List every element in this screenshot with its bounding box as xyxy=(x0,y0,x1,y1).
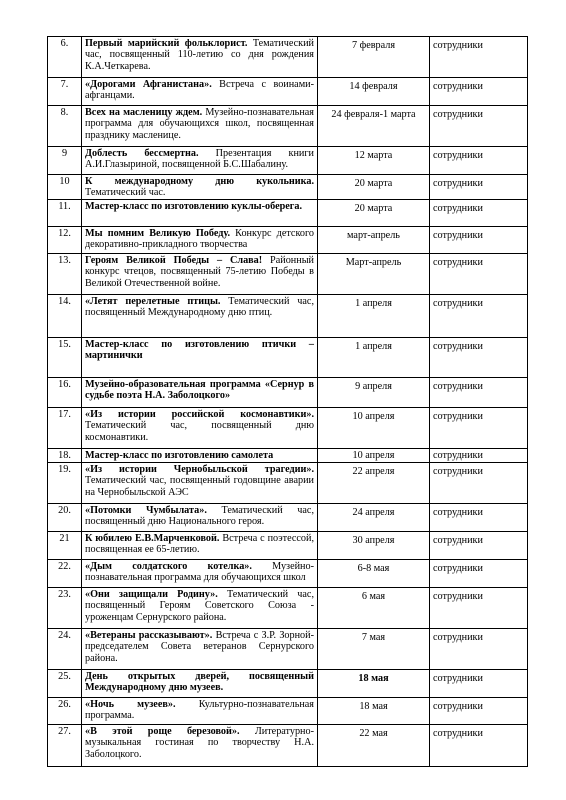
event-details: Тематический час, посвященный годовщине аварии на Чернобыльской АЭС xyxy=(85,475,314,498)
event-description xyxy=(82,532,318,560)
event-responsible: сотрудники xyxy=(430,463,528,504)
event-description xyxy=(82,200,318,227)
event-description xyxy=(82,227,318,254)
event-title: «В этой роще березовой». xyxy=(85,726,240,737)
event-details: Районный конкурс чтецов, посвященный 75-летию Победы в Великой Отечественной войне. xyxy=(85,255,314,289)
row-number: 12. xyxy=(48,227,82,254)
table-row xyxy=(48,106,528,147)
event-description xyxy=(82,338,318,378)
row-number: 7. xyxy=(48,78,82,106)
event-description xyxy=(82,504,318,532)
event-date: март-апрель xyxy=(318,227,430,254)
row-number: 16. xyxy=(48,378,82,408)
event-title: Мастер-класс по изготовлению самолета xyxy=(85,450,274,461)
row-number: 11. xyxy=(48,200,82,227)
table-row xyxy=(48,227,528,254)
event-description xyxy=(82,408,318,449)
event-details: Презентация книги А.И.Глазыриной, посвященной Б.С.Шабалину. xyxy=(85,148,314,171)
event-description xyxy=(82,463,318,504)
table-row xyxy=(48,504,528,532)
row-number: 19. xyxy=(48,463,82,504)
event-title: Музейно-образовательная программа «Сернур в судьбе поэта Н.А. Заболоцкого» xyxy=(85,379,314,402)
event-date: 7 мая xyxy=(318,629,430,670)
table-row xyxy=(48,175,528,200)
event-description xyxy=(82,175,318,200)
table-row xyxy=(48,295,528,338)
table-row xyxy=(48,588,528,629)
event-title: Героям Великой Победы – Слава! xyxy=(85,255,263,266)
event-title: К юбилею Е.В.Марченковой. xyxy=(85,533,220,544)
event-date: 9 апреля xyxy=(318,378,430,408)
table-row xyxy=(48,200,528,227)
row-number: 27. xyxy=(48,725,82,767)
event-description xyxy=(82,254,318,295)
event-details: Тематический час, посвященный Героям Советского Союза - уроженцам Сернурского района. xyxy=(85,589,315,623)
events-table xyxy=(47,36,528,767)
table-row xyxy=(48,532,528,560)
table-row xyxy=(48,408,528,449)
event-responsible: сотрудники xyxy=(430,504,528,532)
event-date: 18 мая xyxy=(318,670,430,698)
event-description xyxy=(82,698,318,725)
event-details: Тематический час, посвященный 110-летию со дня рождения К.А.Четкарева. xyxy=(85,38,314,72)
event-responsible: сотрудники xyxy=(430,254,528,295)
event-date: Март-апрель xyxy=(318,254,430,295)
row-number: 8. xyxy=(48,106,82,147)
event-responsible: сотрудники xyxy=(430,629,528,670)
event-date: 6-8 мая xyxy=(318,560,430,588)
row-number: 15. xyxy=(48,338,82,378)
event-description xyxy=(82,106,318,147)
event-responsible: сотрудники xyxy=(430,338,528,378)
table-row xyxy=(48,725,528,767)
event-details: Музейно-познавательная программа для обучающихся школ, посвященная празднику масленице. xyxy=(85,107,314,141)
event-date: 18 мая xyxy=(318,698,430,725)
event-date: 1 апреля xyxy=(318,338,430,378)
event-title: «Летят перелетные птицы. xyxy=(85,296,221,307)
table-row xyxy=(48,78,528,106)
event-title: Всех на масленицу ждем. xyxy=(85,107,203,118)
event-title: Мастер-класс по изготовлению куклы-оберега. xyxy=(85,201,303,212)
event-responsible: сотрудники xyxy=(430,532,528,560)
event-date: 30 апреля xyxy=(318,532,430,560)
row-number: 26. xyxy=(48,698,82,725)
row-number: 21 xyxy=(48,532,82,560)
table-row xyxy=(48,463,528,504)
event-details: Культурно-познавательная программа. xyxy=(85,699,314,722)
row-number: 18. xyxy=(48,449,82,463)
row-number: 23. xyxy=(48,588,82,629)
event-responsible: сотрудники xyxy=(430,560,528,588)
event-date: 20 марта xyxy=(318,200,430,227)
event-responsible: сотрудники xyxy=(430,698,528,725)
event-title: Первый марийский фольклорист. xyxy=(85,38,248,49)
row-number: 13. xyxy=(48,254,82,295)
event-description xyxy=(82,78,318,106)
event-description xyxy=(82,588,318,629)
event-description xyxy=(82,629,318,670)
event-responsible: сотрудники xyxy=(430,227,528,254)
table-row xyxy=(48,629,528,670)
event-description xyxy=(82,725,318,767)
table-row xyxy=(48,147,528,175)
row-number: 6. xyxy=(48,37,82,78)
event-description xyxy=(82,378,318,408)
event-responsible: сотрудники xyxy=(430,37,528,78)
row-number: 9 xyxy=(48,147,82,175)
row-number: 10 xyxy=(48,175,82,200)
event-title: День открытых дверей, посвященный Международному дню музеев. xyxy=(85,671,314,694)
table-row xyxy=(48,449,528,463)
event-responsible: сотрудники xyxy=(430,175,528,200)
event-date: 10 апреля xyxy=(318,408,430,449)
event-date: 24 февраля-1 марта xyxy=(318,106,430,147)
event-responsible: сотрудники xyxy=(430,147,528,175)
event-responsible: сотрудники xyxy=(430,200,528,227)
event-details: Тематический час, посвященный дню Национального героя. xyxy=(85,505,314,528)
event-details: Тематический час. xyxy=(85,187,166,199)
table-row xyxy=(48,698,528,725)
row-number: 22. xyxy=(48,560,82,588)
event-responsible: сотрудники xyxy=(430,106,528,147)
event-title: «Из истории Чернобыльской трагедии». xyxy=(85,464,314,475)
row-number: 14. xyxy=(48,295,82,338)
event-title: «Ночь музеев». xyxy=(85,699,176,710)
event-date: 10 апреля xyxy=(318,449,430,463)
event-title: К международному дню кукольника. xyxy=(85,176,314,187)
event-responsible: сотрудники xyxy=(430,78,528,106)
event-details: Тематический час, посвященный дню космонавтики. xyxy=(85,420,314,443)
event-description xyxy=(82,670,318,698)
event-details: Музейно-познавательная программа для обучающихся школ xyxy=(85,561,314,584)
event-responsible: сотрудники xyxy=(430,588,528,629)
event-date: 7 февраля xyxy=(318,37,430,78)
event-date: 14 февраля xyxy=(318,78,430,106)
events-table-body xyxy=(48,37,528,767)
event-date: 22 апреля xyxy=(318,463,430,504)
event-title: Мы помним Великую Победу. xyxy=(85,228,231,239)
event-details: Встреча с поэтессой, посвященная ее 65-летию. xyxy=(85,533,314,556)
event-title: «Дорогами Афганистана». xyxy=(85,79,212,90)
row-number: 25. xyxy=(48,670,82,698)
event-responsible: сотрудники xyxy=(430,295,528,338)
event-responsible: сотрудники xyxy=(430,725,528,767)
event-title: Доблесть бессмертна. xyxy=(85,148,199,159)
event-date: 24 апреля xyxy=(318,504,430,532)
table-row xyxy=(48,254,528,295)
event-title: «Потомки Чумбылата». xyxy=(85,505,207,516)
event-date: 20 марта xyxy=(318,175,430,200)
row-number: 24. xyxy=(48,629,82,670)
event-description xyxy=(82,560,318,588)
event-description xyxy=(82,147,318,175)
event-responsible: сотрудники xyxy=(430,449,528,463)
event-responsible: сотрудники xyxy=(430,378,528,408)
event-date: 22 мая xyxy=(318,725,430,767)
row-number: 17. xyxy=(48,408,82,449)
event-date: 12 марта xyxy=(318,147,430,175)
event-description xyxy=(82,37,318,78)
event-description xyxy=(82,449,318,463)
event-responsible: сотрудники xyxy=(430,408,528,449)
row-number: 20. xyxy=(48,504,82,532)
table-row xyxy=(48,37,528,78)
event-title: «Они защищали Родину». xyxy=(85,589,218,600)
event-date: 1 апреля xyxy=(318,295,430,338)
event-description xyxy=(82,295,318,338)
event-title: «Ветераны рассказывают». xyxy=(85,630,213,641)
event-details: Встреча с З.Р. Зорной-председателем Совета ветеранов Сернурского района. xyxy=(85,630,314,664)
event-details: Встреча с воинами-афганцами. xyxy=(85,79,314,102)
event-responsible: сотрудники xyxy=(430,670,528,698)
event-details: Литературно-музыкальная гостиная по творчеству Н.А. Заболоцкого. xyxy=(85,726,314,760)
table-row xyxy=(48,378,528,408)
event-title: «Из истории российской космонавтики». xyxy=(85,409,314,420)
event-details: Тематический час, посвященный Международному дню птиц. xyxy=(85,296,314,319)
event-title: «Дым солдатского котелка». xyxy=(85,561,252,572)
event-title: Мастер-класс по изготовлению птички – мартинички xyxy=(85,339,314,362)
event-date: 6 мая xyxy=(318,588,430,629)
event-details: Конкурс детского декоративно-прикладного творчества xyxy=(85,228,314,251)
table-row xyxy=(48,560,528,588)
table-row xyxy=(48,338,528,378)
table-row xyxy=(48,670,528,698)
